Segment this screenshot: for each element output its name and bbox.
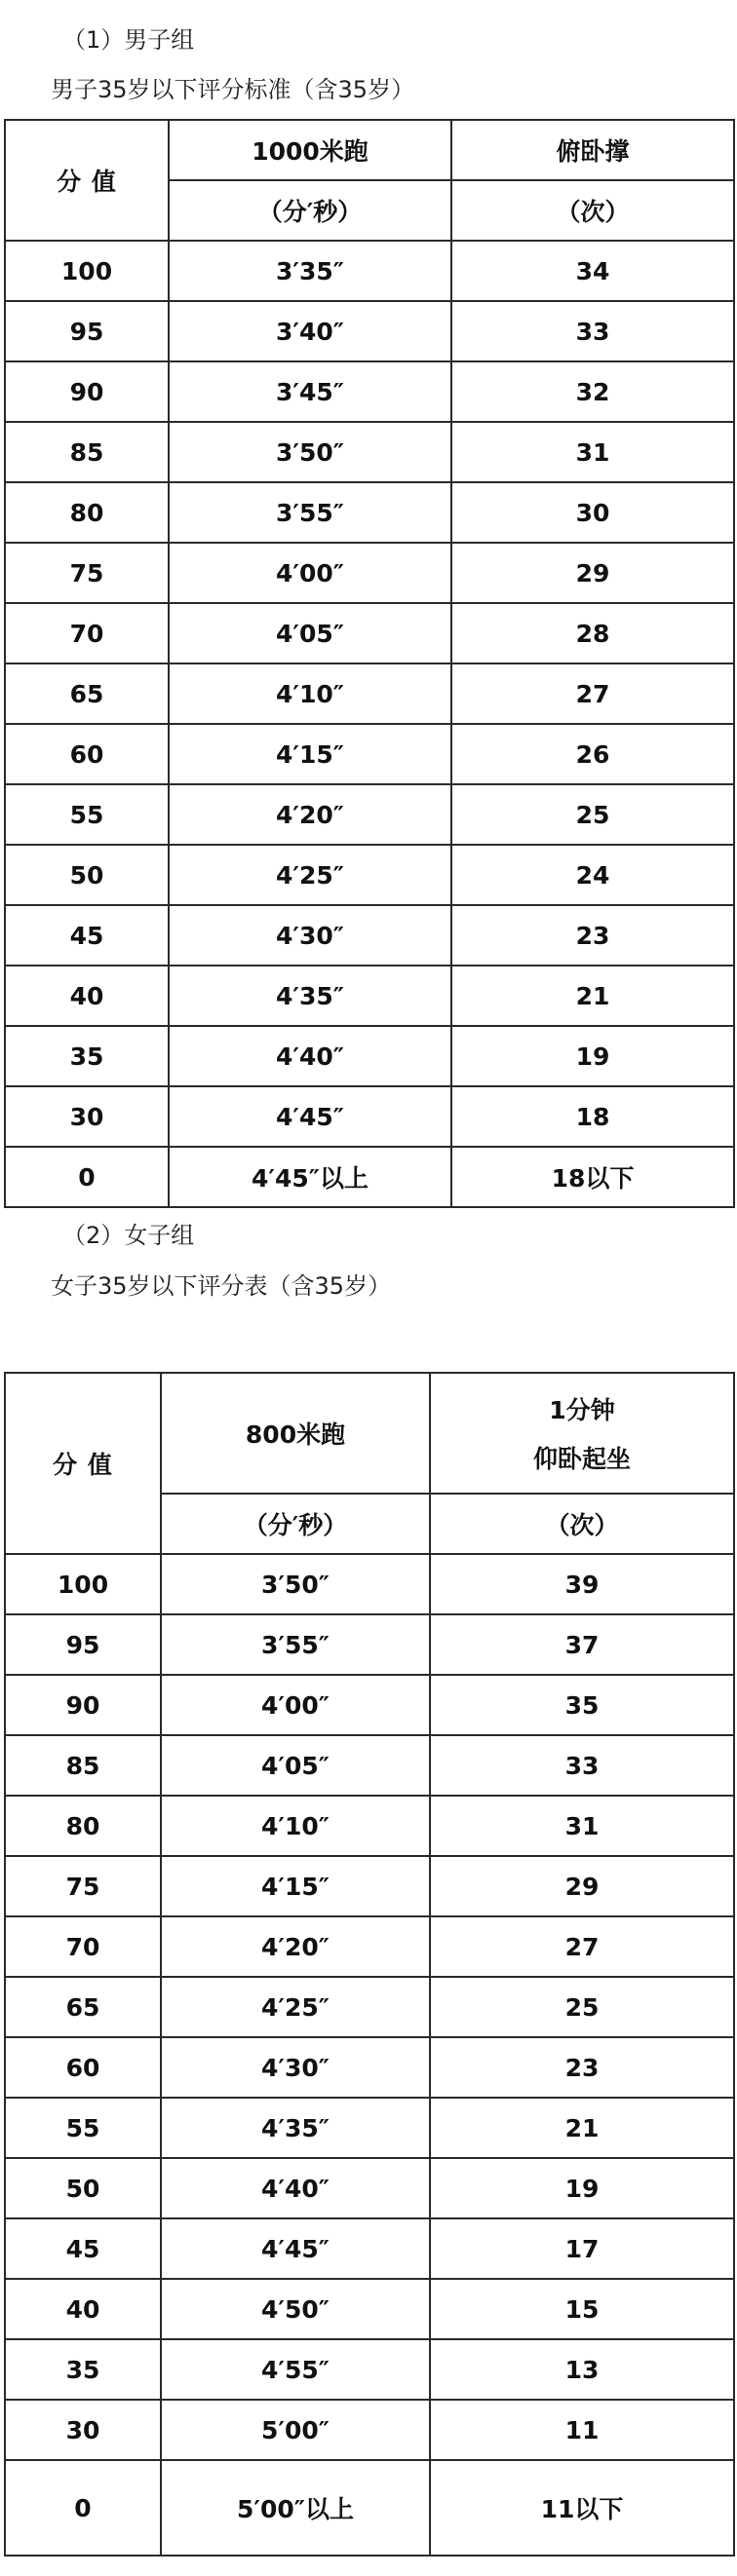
- women-table-row: [5, 2339, 734, 2400]
- men-score-cell: 100: [5, 241, 169, 301]
- men-score-cell: 80: [5, 482, 169, 543]
- men-run-cell: 4′10″: [169, 663, 451, 724]
- men-table-row: [5, 845, 734, 905]
- men-header-run: 1000米跑: [169, 120, 451, 180]
- women-section-title: （2）女子组: [62, 1222, 195, 1249]
- women-strength-cell: 27: [430, 1916, 734, 1977]
- men-score-cell: 90: [5, 361, 169, 422]
- men-header-run-unit: （分′秒）: [169, 180, 451, 241]
- women-run-cell: 4′55″: [161, 2339, 430, 2400]
- women-run-cell: 4′15″: [161, 1856, 430, 1916]
- men-run-cell: 4′30″: [169, 905, 451, 966]
- men-strength-cell: 25: [451, 784, 734, 845]
- women-strength-cell: 23: [430, 2037, 734, 2098]
- women-score-cell: 80: [5, 1796, 161, 1856]
- men-run-cell: 3′45″: [169, 361, 451, 422]
- men-table-row: [5, 361, 734, 422]
- women-strength-cell: 33: [430, 1735, 734, 1796]
- women-score-cell: 30: [5, 2400, 161, 2460]
- women-run-cell: 4′05″: [161, 1735, 430, 1796]
- men-table-row: [5, 241, 734, 301]
- men-table-row: [5, 1026, 734, 1086]
- women-header-strength-unit: （次）: [430, 1494, 734, 1554]
- men-score-cell: 70: [5, 603, 169, 663]
- women-strength-cell: 39: [430, 1554, 734, 1614]
- women-strength-cell: 11以下: [430, 2460, 734, 2556]
- women-strength-cell: 11: [430, 2400, 734, 2460]
- women-table-row: [5, 1675, 734, 1735]
- men-score-cell: 50: [5, 845, 169, 905]
- men-run-cell: 4′20″: [169, 784, 451, 845]
- men-run-cell: 4′40″: [169, 1026, 451, 1086]
- men-table-row: [5, 724, 734, 784]
- men-strength-cell: 26: [451, 724, 734, 784]
- men-run-cell: 4′25″: [169, 845, 451, 905]
- women-header-run: 800米跑: [161, 1373, 430, 1494]
- women-run-cell: 4′30″: [161, 2037, 430, 2098]
- women-strength-cell: 15: [430, 2279, 734, 2339]
- women-score-cell: 90: [5, 1675, 161, 1735]
- men-run-cell: 3′35″: [169, 241, 451, 301]
- women-table-row: [5, 1916, 734, 1977]
- women-table-row: [5, 2098, 734, 2158]
- men-table-row: [5, 1147, 734, 1207]
- women-table-row: [5, 2279, 734, 2339]
- women-header-score: 分 值: [5, 1373, 161, 1554]
- women-run-cell: 4′00″: [161, 1675, 430, 1735]
- men-header-strength: 俯卧撑: [451, 120, 734, 180]
- women-strength-cell: 35: [430, 1675, 734, 1735]
- men-score-cell: 55: [5, 784, 169, 845]
- men-strength-cell: 23: [451, 905, 734, 966]
- women-score-cell: 95: [5, 1614, 161, 1675]
- men-header-row: [5, 120, 734, 180]
- women-run-cell: 4′50″: [161, 2279, 430, 2339]
- men-score-cell: 40: [5, 966, 169, 1026]
- men-run-cell: 4′35″: [169, 966, 451, 1026]
- men-strength-cell: 28: [451, 603, 734, 663]
- men-table-row: [5, 543, 734, 603]
- men-score-cell: 65: [5, 663, 169, 724]
- women-table-row: [5, 2037, 734, 2098]
- women-run-cell: 4′40″: [161, 2158, 430, 2218]
- women-strength-cell: 29: [430, 1856, 734, 1916]
- women-header-strength-line1: 1分钟: [549, 1396, 615, 1424]
- women-header-row: [5, 1373, 734, 1494]
- women-run-cell: 4′25″: [161, 1977, 430, 2037]
- men-score-cell: 85: [5, 422, 169, 482]
- men-run-cell: 4′15″: [169, 724, 451, 784]
- women-strength-cell: 31: [430, 1796, 734, 1856]
- women-score-cell: 50: [5, 2158, 161, 2218]
- men-strength-cell: 27: [451, 663, 734, 724]
- women-run-cell: 5′00″以上: [161, 2460, 430, 2556]
- women-table-row: [5, 1796, 734, 1856]
- men-strength-cell: 31: [451, 422, 734, 482]
- men-score-table-body: [5, 120, 734, 1207]
- men-run-cell: 4′45″: [169, 1086, 451, 1147]
- women-table-row: [5, 1856, 734, 1916]
- men-strength-cell: 33: [451, 301, 734, 361]
- men-strength-cell: 19: [451, 1026, 734, 1086]
- men-table-row: [5, 603, 734, 663]
- women-table-row: [5, 1735, 734, 1796]
- men-run-cell: 4′05″: [169, 603, 451, 663]
- women-table-caption: 女子35岁以下评分表（含35岁）: [51, 1272, 392, 1300]
- men-table-row: [5, 663, 734, 724]
- men-score-cell: 95: [5, 301, 169, 361]
- men-strength-cell: 32: [451, 361, 734, 422]
- women-score-cell: 85: [5, 1735, 161, 1796]
- men-table-row: [5, 482, 734, 543]
- women-table-row: [5, 2158, 734, 2218]
- women-run-cell: 4′35″: [161, 2098, 430, 2158]
- women-score-cell: 70: [5, 1916, 161, 1977]
- women-score-cell: 75: [5, 1856, 161, 1916]
- women-score-cell: 0: [5, 2460, 161, 2556]
- women-strength-cell: 21: [430, 2098, 734, 2158]
- men-strength-cell: 24: [451, 845, 734, 905]
- men-score-cell: 60: [5, 724, 169, 784]
- women-score-cell: 60: [5, 2037, 161, 2098]
- men-table-row: [5, 905, 734, 966]
- women-strength-cell: 13: [430, 2339, 734, 2400]
- men-run-cell: 4′00″: [169, 543, 451, 603]
- women-score-cell: 45: [5, 2218, 161, 2279]
- women-score-cell: 55: [5, 2098, 161, 2158]
- women-run-cell: 4′20″: [161, 1916, 430, 1977]
- women-score-table: [4, 1372, 735, 2557]
- women-run-cell: 4′10″: [161, 1796, 430, 1856]
- men-strength-cell: 34: [451, 241, 734, 301]
- women-table-row: [5, 1554, 734, 1614]
- men-score-cell: 30: [5, 1086, 169, 1147]
- women-table-row: [5, 1614, 734, 1675]
- men-score-cell: 75: [5, 543, 169, 603]
- women-strength-cell: 19: [430, 2158, 734, 2218]
- men-table-row: [5, 784, 734, 845]
- women-header-strength: [430, 1373, 734, 1494]
- men-run-cell: 3′55″: [169, 482, 451, 543]
- women-score-cell: 35: [5, 2339, 161, 2400]
- men-strength-cell: 29: [451, 543, 734, 603]
- women-run-cell: 3′55″: [161, 1614, 430, 1675]
- women-run-cell: 5′00″: [161, 2400, 430, 2460]
- women-header-run-unit: （分′秒）: [161, 1494, 430, 1554]
- men-section-title: （1）男子组: [62, 26, 195, 54]
- men-header-strength-unit: （次）: [451, 180, 734, 241]
- men-score-table: [4, 119, 735, 1208]
- men-table-row: [5, 422, 734, 482]
- women-strength-cell: 25: [430, 1977, 734, 2037]
- men-strength-cell: 30: [451, 482, 734, 543]
- men-table-row: [5, 301, 734, 361]
- women-strength-cell: 17: [430, 2218, 734, 2279]
- women-score-cell: 65: [5, 1977, 161, 2037]
- men-run-cell: 3′50″: [169, 422, 451, 482]
- men-score-cell: 45: [5, 905, 169, 966]
- women-table-row: [5, 2460, 734, 2556]
- men-score-cell: 35: [5, 1026, 169, 1086]
- men-table-caption: 男子35岁以下评分标准（含35岁）: [51, 76, 415, 103]
- men-strength-cell: 18: [451, 1086, 734, 1147]
- men-score-cell: 0: [5, 1147, 169, 1207]
- men-table-row: [5, 1086, 734, 1147]
- men-header-score: 分 值: [5, 120, 169, 241]
- men-strength-cell: 21: [451, 966, 734, 1026]
- men-strength-cell: 18以下: [451, 1147, 734, 1207]
- women-run-cell: 3′50″: [161, 1554, 430, 1614]
- women-run-cell: 4′45″: [161, 2218, 430, 2279]
- women-score-cell: 100: [5, 1554, 161, 1614]
- men-table-row: [5, 966, 734, 1026]
- women-table-row: [5, 2218, 734, 2279]
- women-header-strength-line2: 仰卧起坐: [532, 1445, 631, 1473]
- women-score-table-body: [5, 1373, 734, 2556]
- women-score-cell: 40: [5, 2279, 161, 2339]
- women-table-row: [5, 2400, 734, 2460]
- women-table-row: [5, 1977, 734, 2037]
- men-run-cell: 4′45″以上: [169, 1147, 451, 1207]
- men-run-cell: 3′40″: [169, 301, 451, 361]
- women-strength-cell: 37: [430, 1614, 734, 1675]
